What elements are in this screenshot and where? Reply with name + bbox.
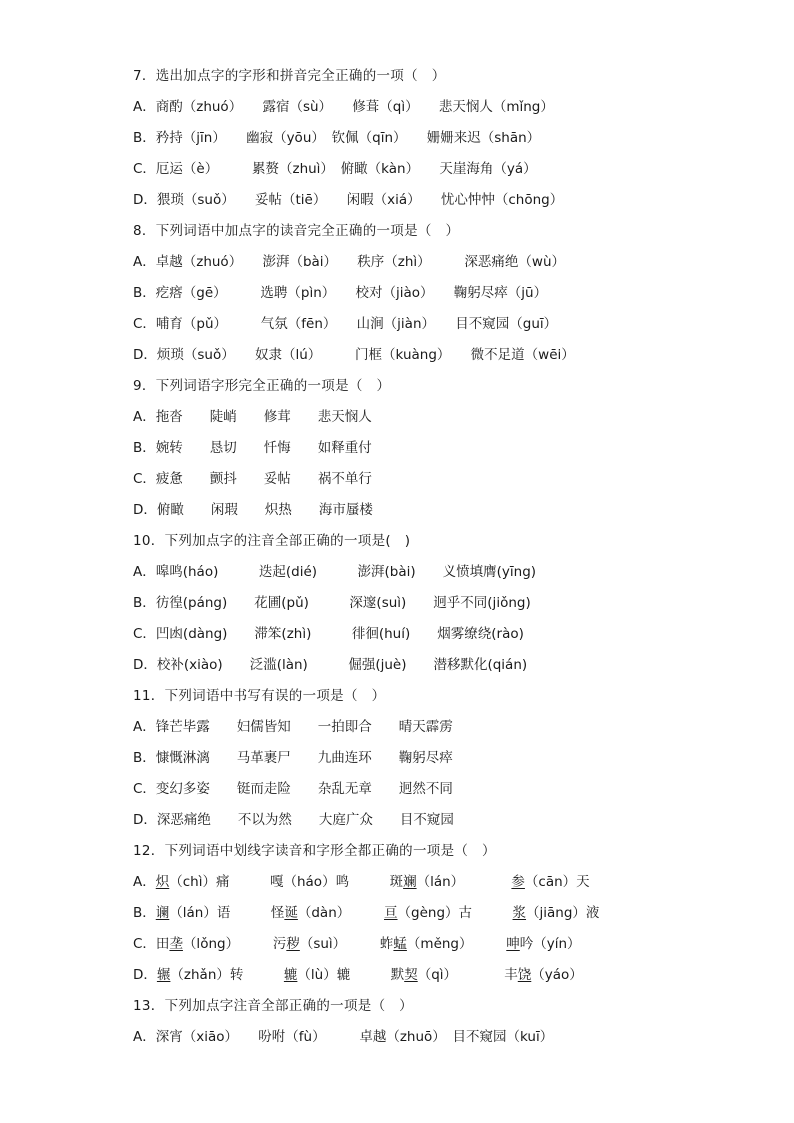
underlined-char: 诞 [284, 905, 298, 921]
option-text: （lán） [416, 874, 512, 890]
option-text: （jiāng）液 [526, 905, 600, 921]
question-11-option-a: A．锋芒毕露 妇儒皆知 一拍即合 晴天霹雳 [133, 719, 453, 735]
question-13-stem: 13．下列加点字注音全部正确的一项是（ ） [133, 998, 413, 1014]
option-text: （cān）天 [524, 874, 590, 890]
question-13-option-a: A．深宵（xiāo） 吩咐（fù） 卓越（zhuō） 目不窥园（kuī） [133, 1029, 554, 1045]
question-8-option-c: C．哺育（pǔ） 气氛（fēn） 山涧（jiàn） 目不窥园（guī） [133, 316, 558, 332]
option-text: （zhǎn）转 [170, 967, 284, 983]
question-12-option-a [133, 867, 773, 898]
question-8-option-d: D．烦琐（suǒ） 奴隶（lú） 门框（kuàng） 微不足道（wēi） [133, 347, 575, 363]
question-11-option-b: B．慷慨淋漓 马革裹尸 九曲连环 鞠躬尽瘁 [133, 750, 453, 766]
underlined-char: 浆 [512, 905, 527, 921]
question-8-option-b: B．疙瘩（gē） 选聘（pìn） 校对（jiào） 鞠躬尽瘁（jū） [133, 285, 548, 301]
underlined-char: 呻 [506, 936, 520, 952]
question-10-stem: 10．下列加点字的注音全部正确的一项是( ) [133, 533, 411, 549]
question-12-option-d [133, 960, 773, 991]
question-7-option-b: B．矜持（jīn） 幽寂（yōu） 钦佩（qīn） 姗姗来迟（shān） [133, 130, 541, 146]
underlined-char: 契 [404, 967, 418, 983]
question-11-stem: 11．下列词语中书写有误的一项是（ ） [133, 688, 386, 704]
underlined-char: 斓 [403, 874, 417, 890]
question-10-option-a: A．嗥鸣(háo) 迭起(dié) 澎湃(bài) 义愤填膺(yīng) [133, 564, 537, 580]
question-7-option-c: C．厄运（è） 累赘（zhuì） 俯瞰（kàn） 天崖海角（yá） [133, 161, 537, 177]
question-12-option-c [133, 929, 773, 960]
question-9-option-d: D．俯瞰 闲瑕 炽热 海市蜃楼 [133, 502, 373, 518]
question-11-option-d: D．深恶痛绝 不以为然 大庭广众 目不窥园 [133, 812, 454, 828]
question-7-stem: 7．选出加点字的字形和拼音完全正确的一项（ ） [133, 68, 446, 84]
question-8-option-a: A．卓越（zhuó） 澎湃（bài） 秩序（zhì） 深恶痛绝（wù） [133, 254, 566, 270]
option-text: （lù）辘 默 [297, 967, 405, 983]
option-text: （chì）痛 嘎（háo）鸣 斑 [169, 874, 404, 890]
underlined-char: 饶 [517, 967, 532, 983]
question-10-option-c: C．凹凼(dàng) 滞笨(zhì) 徘徊(huí) 烟雾缭绕(rào) [133, 626, 524, 642]
question-7-option-d: D．猥琐（suǒ） 妥帖（tiē） 闲暇（xiá） 忧心忡忡（chōng） [133, 192, 564, 208]
underlined-char: 垄 [169, 936, 183, 952]
question-9-option-c: C．疲惫 颤抖 妥帖 祸不单行 [133, 471, 372, 487]
underlined-char: 辘 [283, 967, 298, 983]
underlined-char: 蜢 [393, 936, 407, 952]
option-text: （dàn） [297, 905, 385, 921]
question-7-option-a: A．商酌（zhuó） 露宿（sù） 修葺（qì） 悲天悯人（mǐng） [133, 99, 554, 115]
question-10-option-b: B．彷徨(páng) 花圃(pǔ) 深邃(suì) 迥乎不同(jiǒng) [133, 595, 531, 611]
option-text: （lǒng） 污 [182, 936, 287, 952]
option-text: A． [133, 874, 156, 890]
underlined-char: 谰 [155, 905, 170, 921]
underlined-char: 参 [511, 874, 525, 890]
option-text: B． [133, 905, 156, 921]
underlined-char: 炽 [155, 874, 170, 890]
option-text: （lán）语 怪 [169, 905, 285, 921]
question-9-stem: 9．下列词语字形完全正确的一项是（ ） [133, 378, 391, 394]
underlined-char: 辗 [156, 967, 171, 983]
option-text: （suì） 蚱 [299, 936, 394, 952]
option-text: （měng） [406, 936, 507, 952]
document-body [133, 61, 773, 1053]
underlined-char: 秽 [286, 936, 300, 952]
question-10-option-d: D．校补(xiào) 泛滥(làn) 倔强(juè) 潜移默化(qián) [133, 657, 528, 673]
question-9-option-a: A．拖沓 陡峭 修茸 悲天悯人 [133, 409, 372, 425]
option-text: （yáo） [531, 967, 583, 983]
question-12-option-b [133, 898, 773, 929]
question-11-option-c: C．变幻多姿 铤而走险 杂乱无章 迥然不同 [133, 781, 453, 797]
option-text: D． [133, 967, 157, 983]
option-text: 吟（yín） [519, 936, 581, 952]
question-9-option-b: B．婉转 恳切 忏悔 如释重付 [133, 440, 372, 456]
question-8-stem: 8．下列词语中加点字的读音完全正确的一项是（ ） [133, 223, 460, 239]
option-text: C．田 [133, 936, 170, 952]
underlined-char: 亘 [384, 905, 398, 921]
option-text: （qì） 丰 [417, 967, 518, 983]
option-text: （gèng）古 [397, 905, 513, 921]
question-12-stem: 12．下列词语中划线字读音和字形全都正确的一项是（ ） [133, 843, 496, 859]
